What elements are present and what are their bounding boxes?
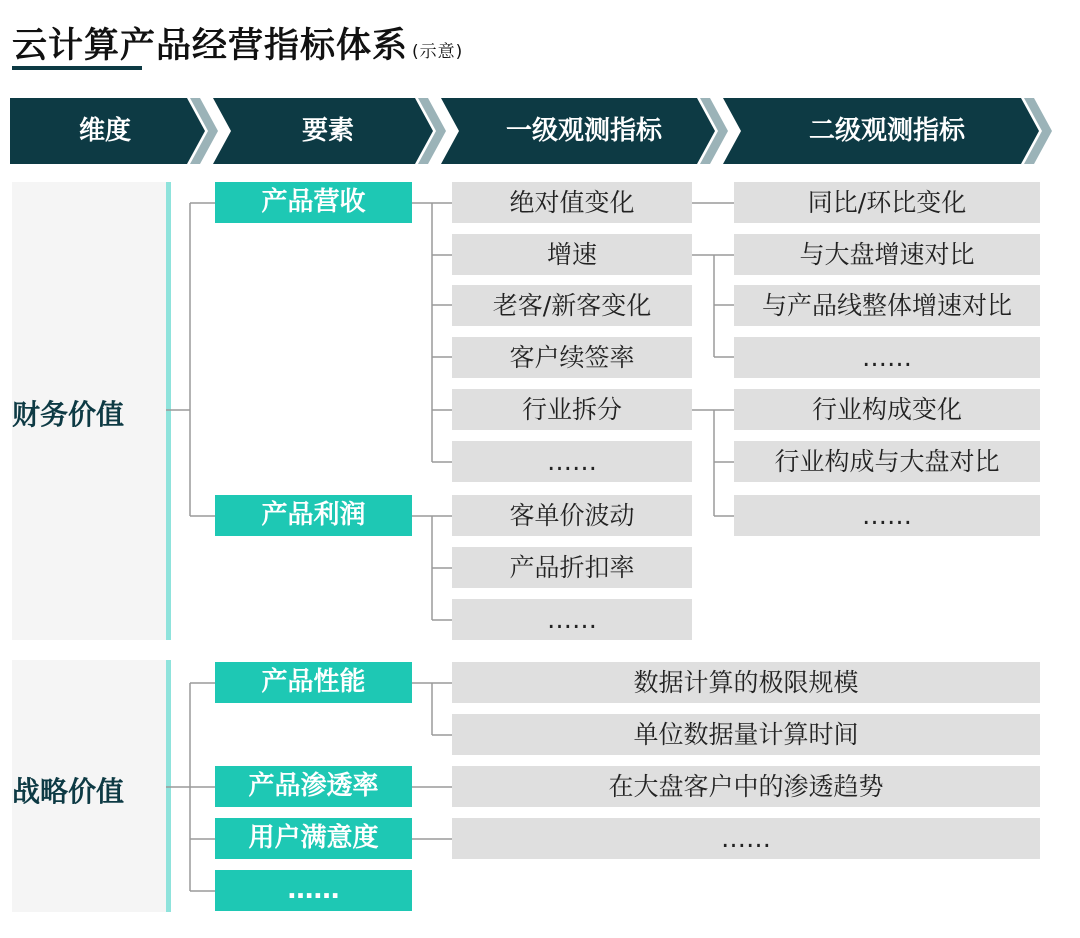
level1-growth-rate: 增速: [452, 234, 692, 275]
page-title: 云计算产品经营指标体系 (示意): [12, 26, 464, 66]
level1-renewal-rate: 客户续签率: [452, 337, 692, 378]
level2-industry-more: ……: [734, 495, 1040, 536]
metric-satisfaction-more: ……: [452, 818, 1040, 859]
level1-old-new-customer: 老客/新客变化: [452, 285, 692, 326]
dimension-strategic: 战略价值: [12, 775, 125, 808]
element-revenue: 产品营收: [215, 182, 412, 223]
level2-industry-composition: 行业构成变化: [734, 389, 1040, 430]
level1-unit-price-fluctuation: 客单价波动: [452, 495, 692, 536]
header-level1: 一级观测指标: [505, 116, 662, 146]
level2-vs-market-growth: 与大盘增速对比: [734, 234, 1040, 275]
level1-revenue-more: ……: [452, 441, 692, 482]
header-element: 要素: [301, 116, 354, 146]
page-subtitle: (示意): [412, 42, 464, 62]
level1-absolute-change: 绝对值变化: [452, 182, 692, 223]
header-dimension: 维度: [78, 116, 131, 146]
level1-profit-more: ……: [452, 599, 692, 640]
element-satisfaction: 用户满意度: [215, 818, 412, 859]
element-penetration: 产品渗透率: [215, 766, 412, 807]
element-performance: 产品性能: [215, 662, 412, 703]
header-level2: 二级观测指标: [808, 116, 965, 146]
level2-vs-productline-growth: 与产品线整体增速对比: [734, 285, 1040, 326]
level1-industry-split: 行业拆分: [452, 389, 692, 430]
level1-discount-rate: 产品折扣率: [452, 547, 692, 588]
metric-penetration-trend: 在大盘客户中的渗透趋势: [452, 766, 1040, 807]
level2-yoy-mom: 同比/环比变化: [734, 182, 1040, 223]
level2-industry-vs-market: 行业构成与大盘对比: [734, 441, 1040, 482]
level2-growth-more: ……: [734, 337, 1040, 378]
dimension-financial: 财务价值: [12, 398, 125, 431]
metric-max-compute-scale: 数据计算的极限规模: [452, 662, 1040, 703]
element-strategic-more: ……: [215, 870, 412, 911]
metric-unit-compute-time: 单位数据量计算时间: [452, 714, 1040, 755]
element-profit: 产品利润: [215, 495, 412, 536]
